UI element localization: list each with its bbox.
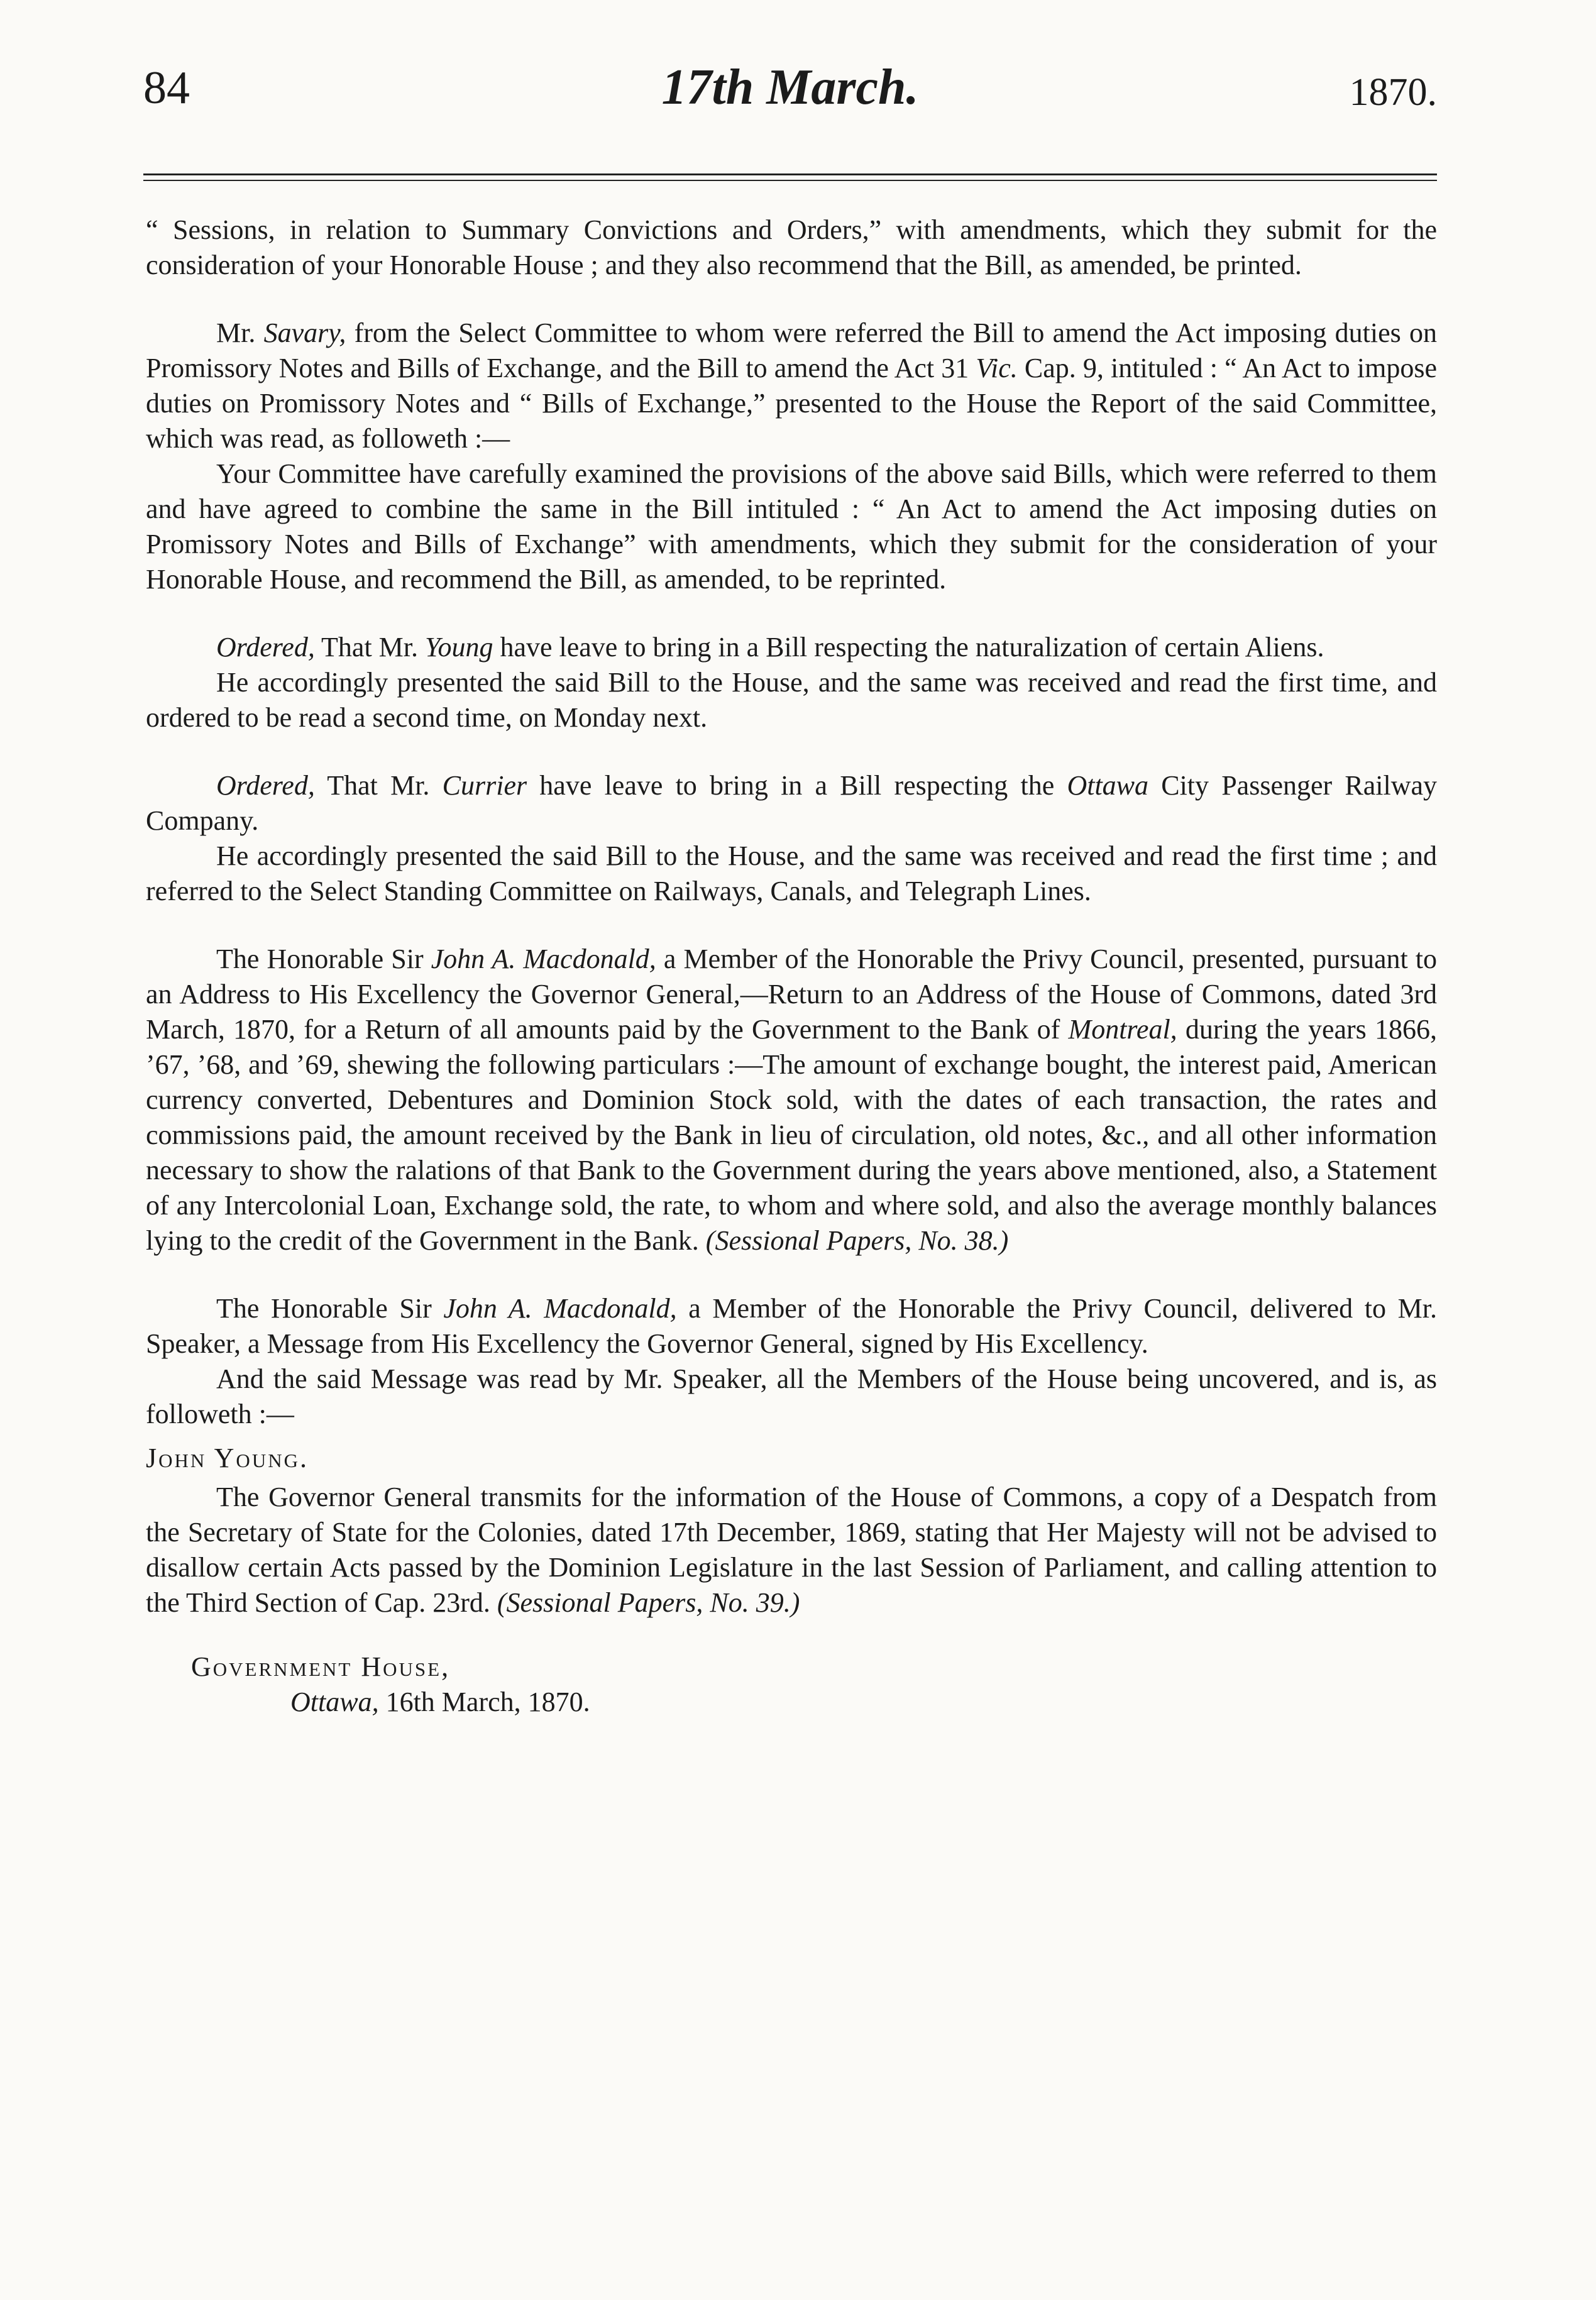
paragraph-macdonald-return: The Honorable Sir John A. Macdonald, a Member of the Honorable the Privy Council, presented, pursuant to an Address to His Excellency the Governor General,—Return to an Address of the House of Commons, dated 3rd March, 1870, for a Return of all amounts paid by the Government to the Bank of Montreal, during the years 1866, ’67, ’68, and ’69, shewing the following particulars :—The amount of exchange bought, the interest paid, American currency converted, Debentures and Dominion Stock sold, with the dates of each transaction, the rates and commissions paid, the amount received by the Bank in lieu of circulation, old notes, &c., and all other information necessary to show the ralations of that Bank to the Government during the years above mentioned, also, a Statement of any Intercolonial Loan, Exchange sold, the rate, to whom and where sold, and also the average monthly balances lying to the credit of the Government in the Bank. (Sessional Papers, No. 38.) bbox=[146, 944, 1437, 1256]
sessional-paper-ref: (Sessional Papers, No. 38.) bbox=[705, 1225, 1009, 1256]
paragraph-despatch: The Governor General transmits for the information of the House of Commons, a copy of a Despatch from the Secretary of State for the Colonies, dated 17th December, 1869, stating that Her Majesty will not be advised to disallow certain Acts passed by the Dominion Legislature in the last Session of Parliament, and calling attention to the Third Section of Cap. 23rd. (Sessional Papers, No. 39.) bbox=[146, 1482, 1437, 1618]
address-date: Ottawa, 16th March, 1870. bbox=[290, 1686, 590, 1717]
header-date: 17th March. bbox=[661, 60, 919, 115]
header-rule-thin bbox=[143, 180, 1437, 181]
paragraph-savary-report: Mr. Savary, from the Select Committee to whom were referred the Bill to amend the Act imposing duties on Promissory Notes and Bills of Exchange, and the Bill to amend the Act 31 Vic. Cap. 9, intituled : “ An Act to impose duties on Promissory Notes and “ Bills of Exchange,” presented to the House the Report of the said Committee, which was read, as followeth :— bbox=[146, 317, 1437, 454]
paragraph-message-read: And the said Message was read by Mr. Speaker, all the Members of the House being uncovered, and is, as followeth :— bbox=[146, 1363, 1437, 1429]
address-line: Government House, bbox=[191, 1651, 451, 1682]
header-year: 1870. bbox=[1349, 71, 1437, 114]
paragraph-committee-report: Your Committee have carefully examined the provisions of the above said Bills, which were referred to them and have agreed to combine the same in the Bill intituled : “ An Act to amend the Act imposing duties on Promissory Notes and Bills of Exchange” with amendments, which they submit for the consideration of your Honorable House, and recommend the Bill, as amended, to be reprinted. bbox=[146, 458, 1437, 595]
paragraph-currier-order: Ordered, That Mr. Currier have leave to bring in a Bill respecting the Ottawa City Passenger Railway Company. bbox=[146, 770, 1438, 836]
member-name: Young bbox=[425, 632, 493, 663]
member-name: Currier bbox=[442, 770, 527, 801]
paragraph-currier-bill: He accordingly presented the said Bill to the House, and the same was received and read the first time ; and referred to the Select Standing Committee on Railways, Canals, and Telegraph Lines. bbox=[146, 840, 1437, 906]
member-name: John A. Macdonald, bbox=[431, 944, 656, 974]
journal-body bbox=[146, 212, 1437, 1720]
paragraph-young-order: Ordered, That Mr. Young have leave to bring in a Bill respecting the naturalization of certain Aliens. bbox=[216, 632, 1324, 663]
page-header bbox=[143, 55, 1437, 124]
paragraph-young-bill: He accordingly presented the said Bill to the House, and the same was received and read the first time, and ordered to be read a second time, on Monday next. bbox=[146, 667, 1437, 733]
member-name: John A. Macdonald, bbox=[443, 1293, 677, 1324]
paragraph-macdonald-message: The Honorable Sir John A. Macdonald, a Member of the Honorable the Privy Council, delivered to Mr. Speaker, a Message from His Excellency the Governor General, signed by His Excellency. bbox=[146, 1293, 1437, 1359]
sessional-paper-ref: (Sessional Papers, No. 39.) bbox=[497, 1587, 800, 1618]
paragraph-sessions: “ Sessions, in relation to Summary Convictions and Orders,” with amendments, which they submit for the consideration of your Honorable House ; and they also recommend that the Bill, as amended, be printed. bbox=[146, 214, 1437, 280]
message-signature: John Young. bbox=[146, 1443, 309, 1473]
member-name: Savary, bbox=[263, 317, 346, 348]
page-number: 84 bbox=[143, 62, 190, 114]
header-rule bbox=[143, 173, 1437, 175]
